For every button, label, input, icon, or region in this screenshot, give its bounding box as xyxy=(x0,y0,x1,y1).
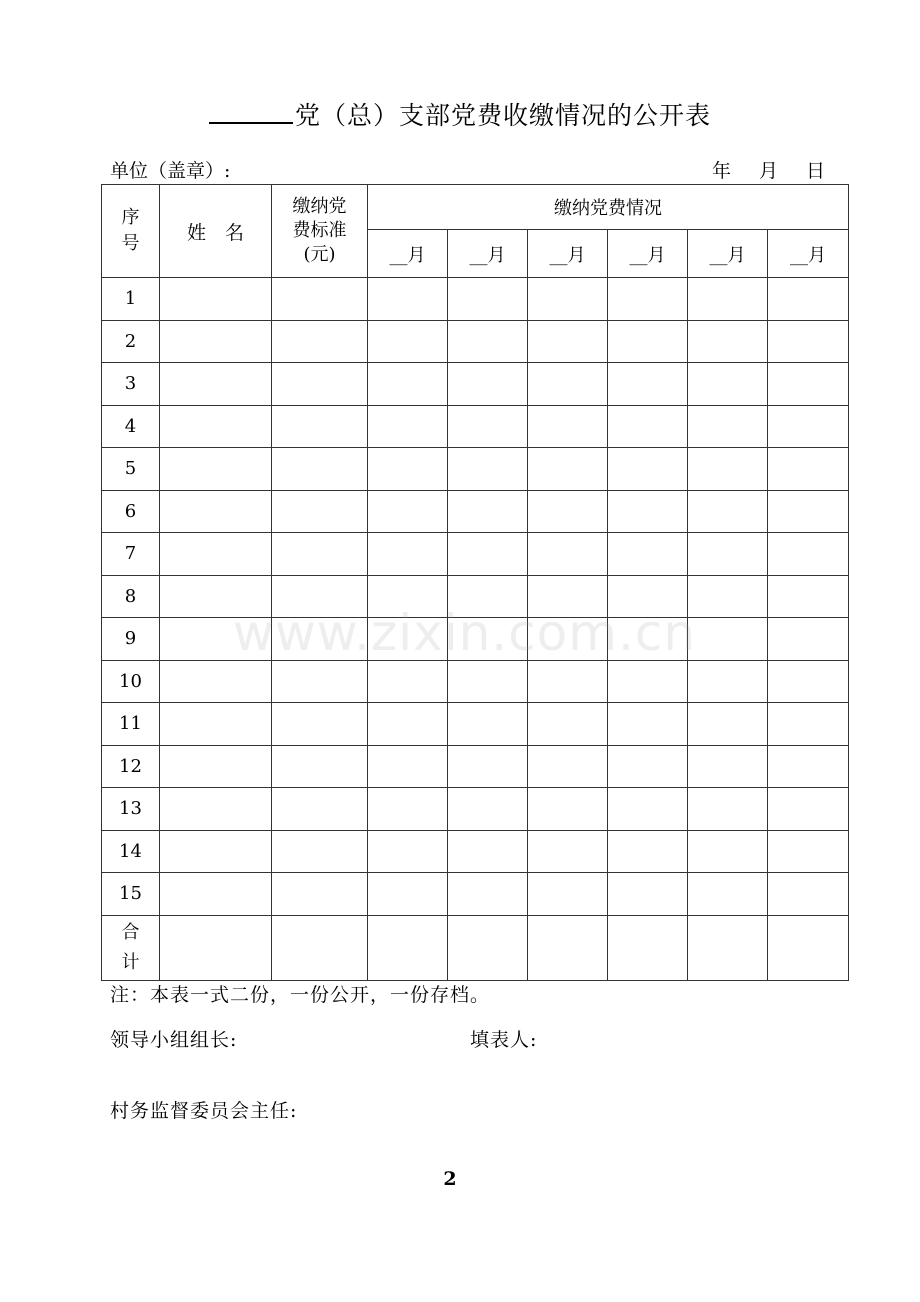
row-name-cell[interactable] xyxy=(160,873,272,916)
row-standard-cell[interactable] xyxy=(272,533,368,576)
row-month-cell[interactable] xyxy=(448,618,528,661)
row-month-cell[interactable] xyxy=(768,745,849,788)
row-name-cell[interactable] xyxy=(160,660,272,703)
row-month-cell[interactable] xyxy=(768,533,849,576)
date-day: 日 xyxy=(806,160,826,182)
row-month-cell[interactable] xyxy=(608,788,688,831)
row-seq-number: 8 xyxy=(102,575,160,618)
row-month-cell[interactable] xyxy=(368,703,448,746)
row-month-cell[interactable] xyxy=(368,278,448,321)
row-month-cell[interactable] xyxy=(528,788,608,831)
filler-label: 填表人: xyxy=(470,1029,538,1051)
row-month-cell[interactable] xyxy=(448,703,528,746)
table-row xyxy=(102,745,849,788)
table-row xyxy=(102,278,849,321)
row-month-cell[interactable] xyxy=(608,575,688,618)
row-month-cell[interactable] xyxy=(528,405,608,448)
table-row xyxy=(102,363,849,406)
total-cell[interactable] xyxy=(272,915,368,980)
row-month-cell[interactable] xyxy=(368,788,448,831)
row-month-cell[interactable] xyxy=(368,660,448,703)
row-month-cell[interactable] xyxy=(688,278,768,321)
row-month-cell[interactable] xyxy=(528,575,608,618)
row-standard-cell[interactable] xyxy=(272,575,368,618)
row-name-cell[interactable] xyxy=(160,320,272,363)
row-name-cell[interactable] xyxy=(160,703,272,746)
row-seq-number: 2 xyxy=(102,320,160,363)
row-month-cell[interactable] xyxy=(368,830,448,873)
row-month-cell[interactable] xyxy=(688,405,768,448)
total-cell[interactable] xyxy=(688,915,768,980)
row-month-cell[interactable] xyxy=(608,448,688,491)
row-month-cell[interactable] xyxy=(768,575,849,618)
total-cell[interactable] xyxy=(768,915,849,980)
row-month-cell[interactable] xyxy=(528,660,608,703)
row-month-cell[interactable] xyxy=(448,448,528,491)
row-month-cell[interactable] xyxy=(528,745,608,788)
header-month: __月 xyxy=(528,230,608,278)
table-row xyxy=(102,405,849,448)
row-month-cell[interactable] xyxy=(368,533,448,576)
row-month-cell[interactable] xyxy=(528,830,608,873)
row-month-cell[interactable] xyxy=(448,873,528,916)
row-month-cell[interactable] xyxy=(608,745,688,788)
row-month-cell[interactable] xyxy=(768,788,849,831)
header-month: __月 xyxy=(368,230,448,278)
date-year: 年 xyxy=(712,160,732,182)
row-month-cell[interactable] xyxy=(528,363,608,406)
row-month-cell[interactable] xyxy=(608,490,688,533)
row-name-cell[interactable] xyxy=(160,745,272,788)
watermark: www.zixin.com.cn xyxy=(233,604,697,662)
row-month-cell[interactable] xyxy=(768,830,849,873)
document-title xyxy=(0,96,920,134)
row-month-cell[interactable] xyxy=(688,618,768,661)
row-month-cell[interactable] xyxy=(448,490,528,533)
header-standard: 缴纳党 费标准 (元) xyxy=(272,185,368,278)
row-month-cell[interactable] xyxy=(448,830,528,873)
title-blank-line xyxy=(209,96,293,124)
row-month-cell[interactable] xyxy=(768,320,849,363)
row-month-cell[interactable] xyxy=(448,575,528,618)
row-month-cell[interactable] xyxy=(688,745,768,788)
table-row xyxy=(102,575,849,618)
row-month-cell[interactable] xyxy=(528,490,608,533)
row-seq-number: 9 xyxy=(102,618,160,661)
row-month-cell[interactable] xyxy=(448,660,528,703)
row-month-cell[interactable] xyxy=(368,873,448,916)
row-month-cell[interactable] xyxy=(368,405,448,448)
row-name-cell[interactable] xyxy=(160,278,272,321)
total-cell[interactable] xyxy=(160,915,272,980)
row-name-cell[interactable] xyxy=(160,533,272,576)
row-seq-number: 6 xyxy=(102,490,160,533)
row-name-cell[interactable] xyxy=(160,405,272,448)
row-month-cell[interactable] xyxy=(768,660,849,703)
header-seq: 序 号 xyxy=(102,185,160,278)
row-month-cell[interactable] xyxy=(608,703,688,746)
row-name-cell[interactable] xyxy=(160,575,272,618)
table-row xyxy=(102,618,849,661)
table-row xyxy=(102,873,849,916)
row-month-cell[interactable] xyxy=(768,490,849,533)
row-month-cell[interactable] xyxy=(608,278,688,321)
row-month-cell[interactable] xyxy=(768,873,849,916)
row-month-cell[interactable] xyxy=(528,873,608,916)
row-seq-number: 4 xyxy=(102,405,160,448)
row-name-cell[interactable] xyxy=(160,490,272,533)
row-month-cell[interactable] xyxy=(688,575,768,618)
row-month-cell[interactable] xyxy=(448,278,528,321)
row-standard-cell[interactable] xyxy=(272,788,368,831)
row-month-cell[interactable] xyxy=(768,278,849,321)
total-row xyxy=(102,915,849,980)
row-month-cell[interactable] xyxy=(528,278,608,321)
row-standard-cell[interactable] xyxy=(272,745,368,788)
row-month-cell[interactable] xyxy=(768,448,849,491)
header-month: __月 xyxy=(448,230,528,278)
row-month-cell[interactable] xyxy=(608,363,688,406)
row-seq-number: 11 xyxy=(102,703,160,746)
row-month-cell[interactable] xyxy=(768,618,849,661)
row-month-cell[interactable] xyxy=(448,363,528,406)
row-month-cell[interactable] xyxy=(608,660,688,703)
row-month-cell[interactable] xyxy=(528,533,608,576)
row-month-cell[interactable] xyxy=(688,788,768,831)
row-month-cell[interactable] xyxy=(448,788,528,831)
header-month: __月 xyxy=(768,230,849,278)
row-month-cell[interactable] xyxy=(368,490,448,533)
row-name-cell[interactable] xyxy=(160,830,272,873)
row-month-cell[interactable] xyxy=(448,405,528,448)
row-name-cell[interactable] xyxy=(160,788,272,831)
table-row xyxy=(102,448,849,491)
total-cell[interactable] xyxy=(448,915,528,980)
total-cell[interactable] xyxy=(528,915,608,980)
row-standard-cell[interactable] xyxy=(272,320,368,363)
row-seq-number: 15 xyxy=(102,873,160,916)
row-month-cell[interactable] xyxy=(368,448,448,491)
row-standard-cell[interactable] xyxy=(272,618,368,661)
date-month: 月 xyxy=(759,160,779,182)
page-number: 2 xyxy=(443,1168,457,1190)
row-month-cell[interactable] xyxy=(688,830,768,873)
row-seq-number: 5 xyxy=(102,448,160,491)
table-row xyxy=(102,320,849,363)
row-month-cell[interactable] xyxy=(448,745,528,788)
header-name: 姓 名 xyxy=(160,185,272,278)
row-standard-cell[interactable] xyxy=(272,363,368,406)
row-month-cell[interactable] xyxy=(688,448,768,491)
row-month-cell[interactable] xyxy=(768,405,849,448)
row-month-cell[interactable] xyxy=(528,703,608,746)
unit-stamp-label: 单位（盖章）: xyxy=(110,160,231,182)
row-month-cell[interactable] xyxy=(448,320,528,363)
row-month-cell[interactable] xyxy=(688,490,768,533)
row-seq-number: 3 xyxy=(102,363,160,406)
row-standard-cell[interactable] xyxy=(272,660,368,703)
date-line xyxy=(712,158,825,184)
row-month-cell[interactable] xyxy=(608,873,688,916)
row-month-cell[interactable] xyxy=(688,873,768,916)
table-row xyxy=(102,660,849,703)
row-seq-number: 12 xyxy=(102,745,160,788)
row-month-cell[interactable] xyxy=(528,320,608,363)
row-month-cell[interactable] xyxy=(688,703,768,746)
fee-table xyxy=(101,184,849,981)
row-standard-cell[interactable] xyxy=(272,830,368,873)
row-seq-number: 1 xyxy=(102,278,160,321)
row-month-cell[interactable] xyxy=(368,575,448,618)
row-month-cell[interactable] xyxy=(368,745,448,788)
total-cell[interactable] xyxy=(608,915,688,980)
row-month-cell[interactable] xyxy=(608,533,688,576)
row-month-cell[interactable] xyxy=(448,533,528,576)
row-standard-cell[interactable] xyxy=(272,278,368,321)
row-month-cell[interactable] xyxy=(608,830,688,873)
header-status: 缴纳党费情况 xyxy=(368,185,849,230)
row-name-cell[interactable] xyxy=(160,618,272,661)
row-month-cell[interactable] xyxy=(608,320,688,363)
table-row xyxy=(102,490,849,533)
row-month-cell[interactable] xyxy=(688,660,768,703)
row-standard-cell[interactable] xyxy=(272,703,368,746)
row-month-cell[interactable] xyxy=(368,320,448,363)
row-month-cell[interactable] xyxy=(688,363,768,406)
note-text: 注：本表一式二份，一份公开，一份存档。 xyxy=(110,984,491,1006)
row-month-cell[interactable] xyxy=(368,363,448,406)
row-month-cell[interactable] xyxy=(768,363,849,406)
leader-label: 领导小组组长: xyxy=(110,1029,238,1051)
row-standard-cell[interactable] xyxy=(272,490,368,533)
row-month-cell[interactable] xyxy=(608,618,688,661)
row-name-cell[interactable] xyxy=(160,363,272,406)
total-label: 合 计 xyxy=(102,915,160,980)
header-month: __月 xyxy=(608,230,688,278)
row-standard-cell[interactable] xyxy=(272,873,368,916)
row-month-cell[interactable] xyxy=(688,533,768,576)
row-month-cell[interactable] xyxy=(688,320,768,363)
row-seq-number: 7 xyxy=(102,533,160,576)
table-row xyxy=(102,533,849,576)
header-month: __月 xyxy=(688,230,768,278)
header-row-1 xyxy=(102,185,849,230)
row-seq-number: 10 xyxy=(102,660,160,703)
row-seq-number: 14 xyxy=(102,830,160,873)
supervisor-label: 村务监督委员会主任: xyxy=(110,1100,298,1122)
table-row xyxy=(102,703,849,746)
row-month-cell[interactable] xyxy=(528,618,608,661)
row-month-cell[interactable] xyxy=(368,618,448,661)
table-row xyxy=(102,830,849,873)
total-cell[interactable] xyxy=(368,915,448,980)
table-row xyxy=(102,788,849,831)
row-standard-cell[interactable] xyxy=(272,405,368,448)
row-name-cell[interactable] xyxy=(160,448,272,491)
row-month-cell[interactable] xyxy=(608,405,688,448)
row-standard-cell[interactable] xyxy=(272,448,368,491)
title-text: 党（总）支部党费收缴情况的公开表 xyxy=(294,101,711,130)
row-seq-number: 13 xyxy=(102,788,160,831)
row-month-cell[interactable] xyxy=(528,448,608,491)
row-month-cell[interactable] xyxy=(768,703,849,746)
